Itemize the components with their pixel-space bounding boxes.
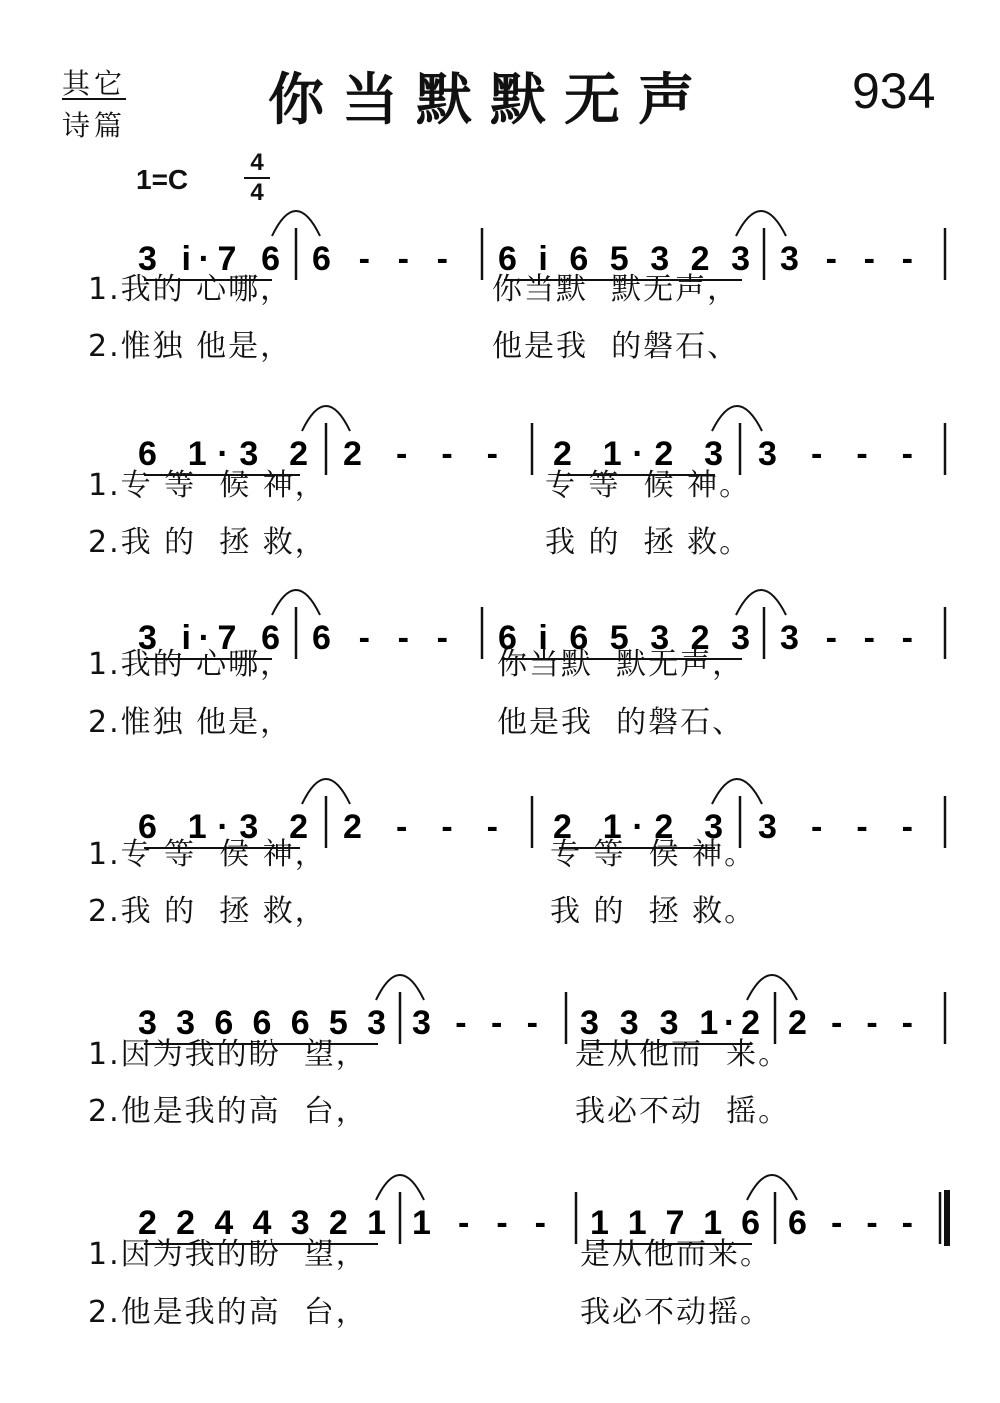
notes-5-a: 3 3 6 6 6 5 3	[138, 1004, 388, 1042]
notes-5-d: 2 - - -	[788, 1004, 915, 1042]
tie-4-2	[712, 779, 762, 804]
notes-4-b: 2 - - -	[343, 808, 500, 846]
tie-6-2	[747, 1175, 797, 1200]
notes-2-c: 2 1·2 3	[553, 435, 725, 473]
notes-6-c: 1 1 7 1 6	[590, 1204, 762, 1242]
lyric1-6-b: 是从他而来。	[580, 1237, 772, 1272]
lyric2-3-a: 2.惟独 他是，	[88, 705, 293, 740]
notes-6-b: 1 - - -	[412, 1204, 548, 1242]
notes-1-a: 3 i·7 6	[138, 240, 282, 278]
notes-1-c: 6 i 6 5 3 2 3	[498, 240, 752, 278]
notes-2-d: 3 - - -	[758, 435, 915, 473]
lyric1-6-a: 1.因为我的盼 望，	[88, 1237, 368, 1272]
lyric2-1-a: 2.惟独 他是，	[88, 329, 293, 364]
lyric1-2-b: 专 等 候 神。	[545, 468, 752, 503]
notes-2-a: 6 1·3 2	[138, 435, 310, 473]
lyric1-1-a: 1.我的 心哪，	[88, 272, 293, 307]
hymn-number: 934	[852, 63, 936, 119]
notes-2-b: 2 - - -	[343, 435, 500, 473]
tie-1-2	[736, 211, 786, 236]
notes-3-c: 6 i 6 5 3 2 3	[498, 619, 752, 657]
notes-5-c: 3 3 3 1·2	[580, 1004, 762, 1042]
category-top: 其它	[62, 67, 127, 100]
notes-1-d: 3 - - -	[780, 240, 915, 278]
lyric1-3-a: 1.我的 心哪，	[88, 647, 293, 682]
notes-4-c: 2 1·2 3	[553, 808, 725, 846]
final-barline	[944, 1190, 950, 1246]
notes-5-b: 3 - - -	[412, 1004, 540, 1042]
time-numerator: 4	[250, 149, 264, 176]
notes-3-b: 6 - - -	[312, 619, 450, 657]
lyric1-5-b: 是从他而 来。	[575, 1037, 791, 1072]
lyric2-6-a: 2.他是我的高 台，	[88, 1295, 368, 1330]
lyric2-1-b: 他是我 的磐石、	[492, 329, 740, 364]
notes-3-a: 3 i·7 6	[138, 619, 282, 657]
hymn-title: 你当默默无声	[268, 68, 712, 133]
notes-4-d: 3 - - -	[758, 808, 915, 846]
lyric1-1-b: 你当默 默无声，	[492, 272, 740, 307]
lyric1-4-a: 1.专 等 侯 神，	[88, 837, 327, 872]
lyric2-5-b: 我必不动 摇。	[575, 1094, 791, 1129]
tie-5-2	[747, 975, 797, 1000]
lyric2-2-a: 2.我 的 拯 救，	[88, 525, 327, 560]
lyric2-5-a: 2.他是我的高 台，	[88, 1094, 368, 1129]
lyric1-3-b: 你当默 默无声，	[497, 647, 745, 682]
notes-6-a: 2 2 4 4 3 2 1	[138, 1204, 388, 1242]
lyric2-4-b: 我 的 拯 救。	[550, 894, 757, 929]
notes-1-b: 6 - - -	[312, 240, 450, 278]
time-denominator: 4	[250, 179, 264, 206]
notes-3-d: 3 - - -	[780, 619, 915, 657]
lyric1-2-a: 1.专 等 候 神，	[88, 468, 327, 503]
lyric2-6-b: 我必不动摇。	[580, 1295, 772, 1330]
lyric1-5-a: 1.因为我的盼 望，	[88, 1037, 368, 1072]
notes-4-a: 6 1·3 2	[138, 808, 310, 846]
lyric2-2-b: 我 的 拯 救。	[545, 525, 752, 560]
lyric2-4-a: 2.我 的 拯 救，	[88, 894, 327, 929]
notes-6-d: 6 - - -	[788, 1204, 915, 1242]
tie-3-2	[736, 590, 786, 615]
category-bottom: 诗篇	[62, 109, 127, 142]
lyric2-3-b: 他是我 的磐石、	[497, 705, 745, 740]
key-signature: 1=C	[136, 164, 189, 195]
tie-2-2	[712, 406, 762, 431]
lyric1-4-b: 专 等 侯 神。	[550, 837, 757, 872]
